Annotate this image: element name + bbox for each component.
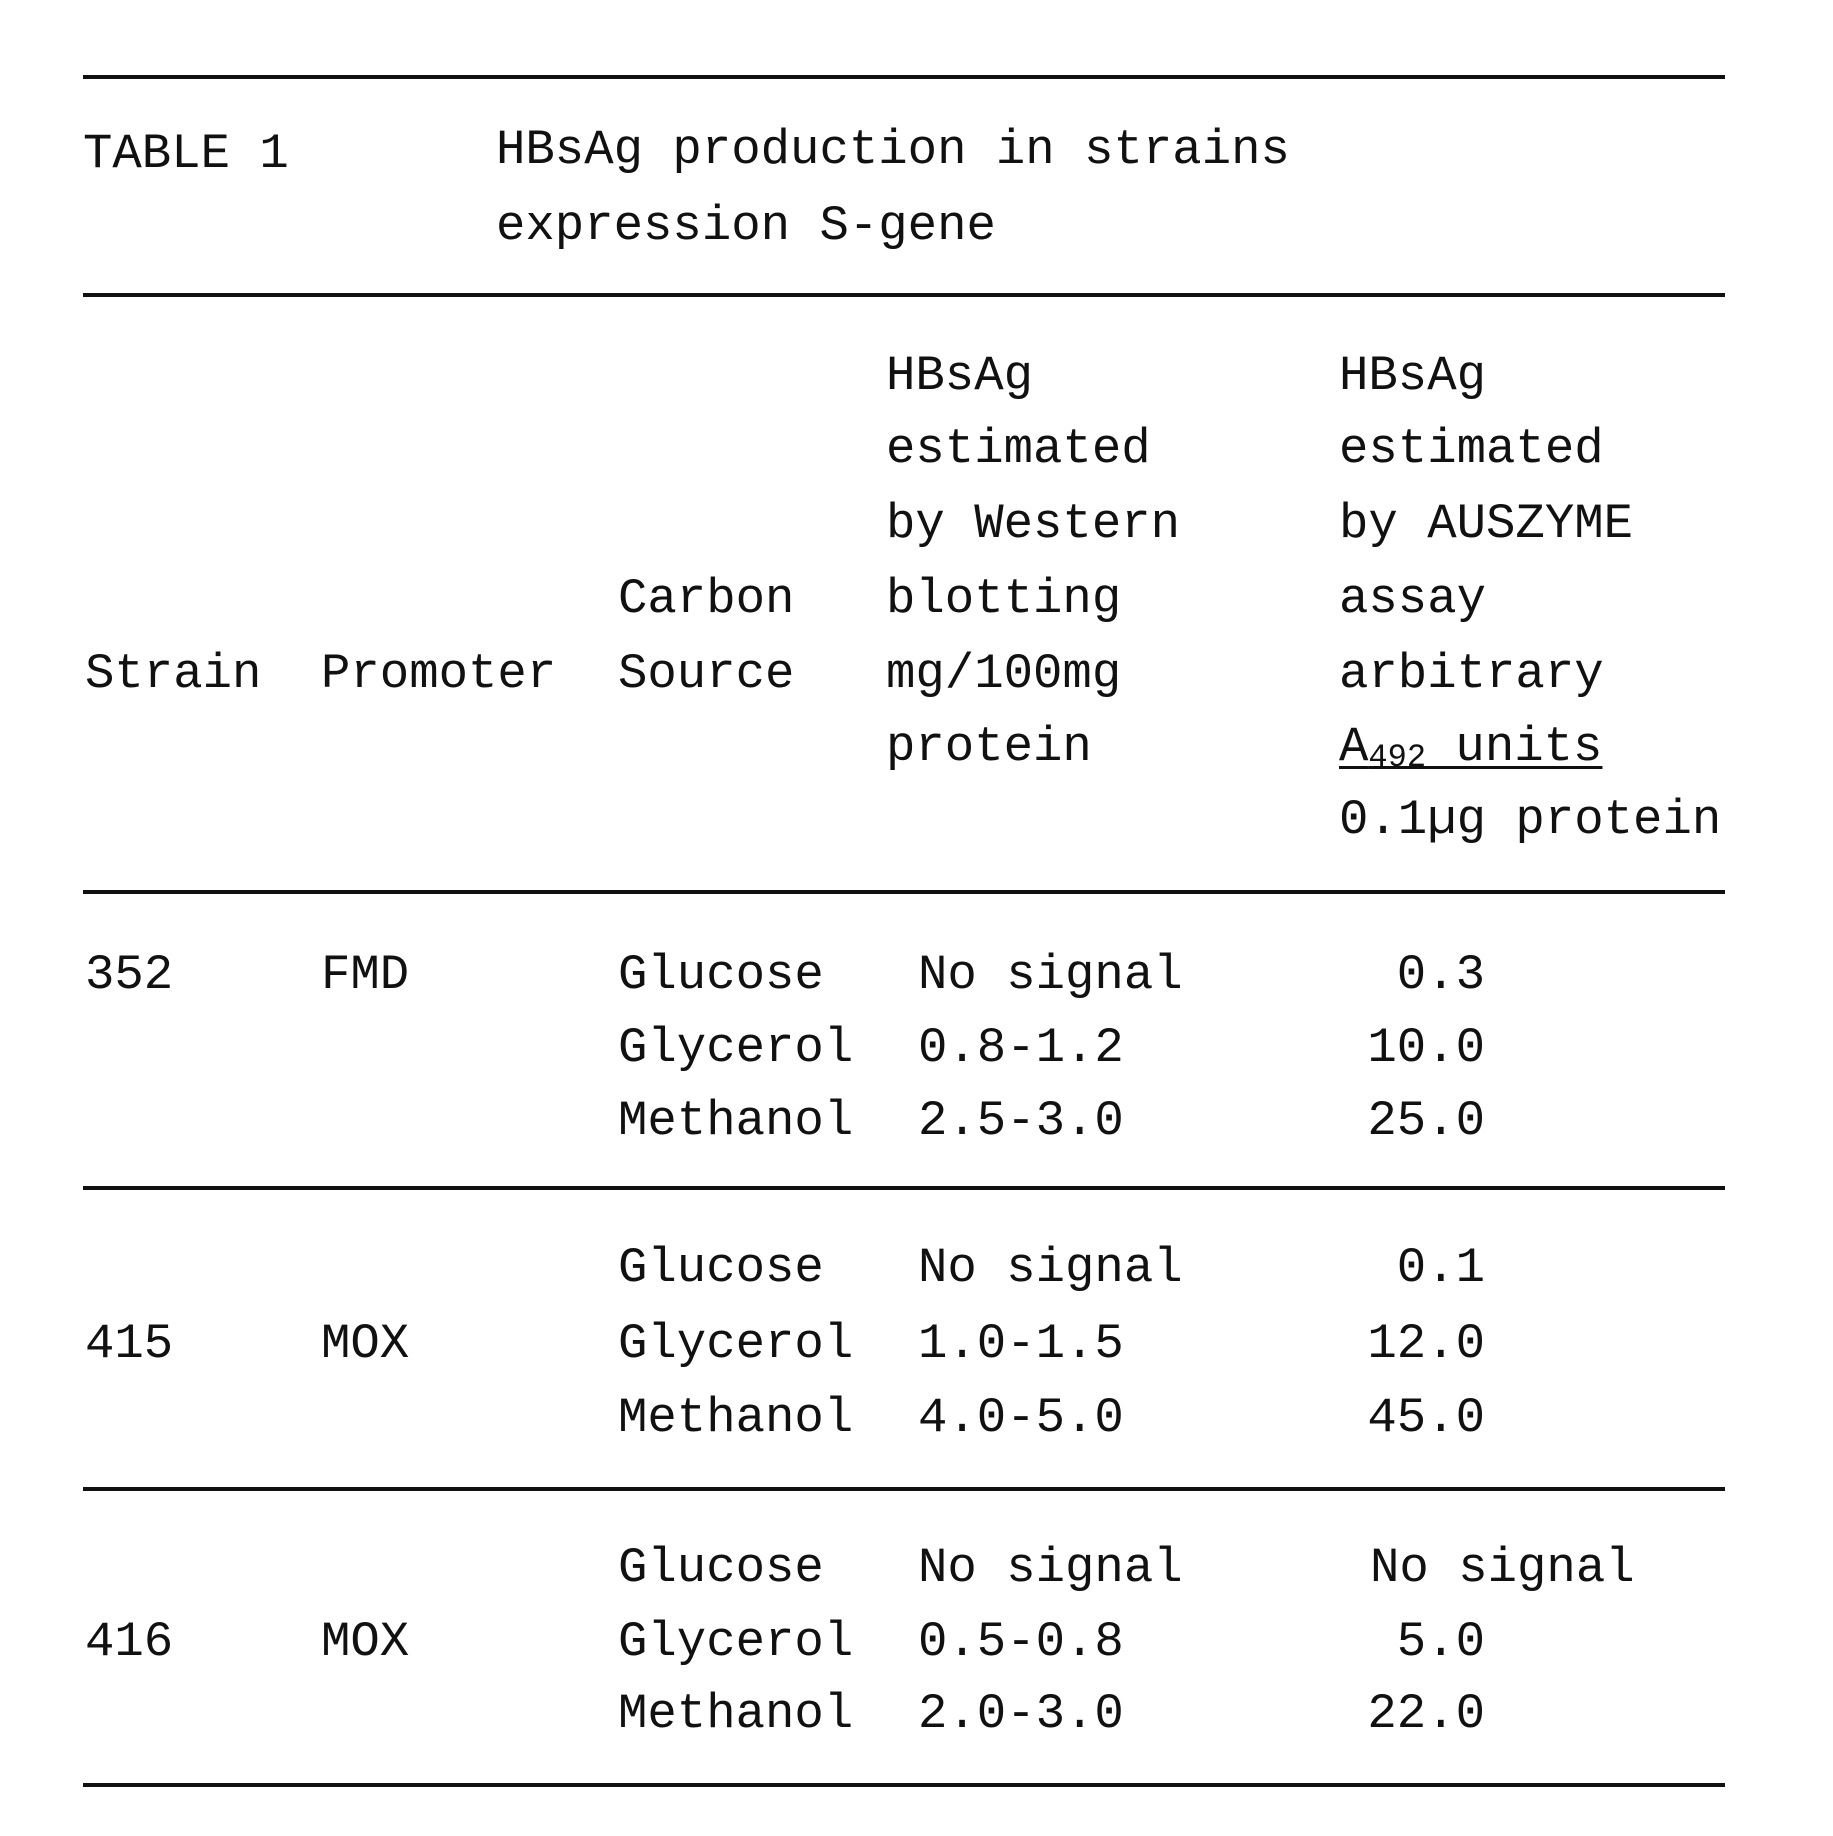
header-western-line: estimated [886, 419, 1151, 479]
header-carbon-2: Source [618, 644, 794, 704]
cell-auszyme: 12.0 [1185, 1314, 1485, 1374]
cell-auszyme: 25.0 [1185, 1091, 1485, 1151]
cell-western: No signal [918, 1538, 1183, 1598]
cell-western: 4.0-5.0 [918, 1388, 1124, 1448]
cell-carbon: Methanol [618, 1388, 853, 1448]
cell-western: No signal [918, 945, 1183, 1005]
cell-auszyme: No signal [1370, 1538, 1635, 1598]
cell-auszyme: 22.0 [1185, 1684, 1485, 1744]
table-title-line-2: expression S-gene [496, 196, 996, 256]
header-rule [83, 890, 1725, 894]
cell-western: 1.0-1.5 [918, 1314, 1124, 1374]
title-rule [83, 293, 1725, 297]
cell-carbon: Methanol [618, 1091, 853, 1151]
header-auszyme-units [1339, 717, 1602, 777]
cell-carbon: Glycerol [618, 1018, 853, 1078]
cell-carbon: Methanol [618, 1684, 853, 1744]
header-western-line: blotting [886, 569, 1121, 629]
header-western-line: protein [886, 717, 1092, 777]
cell-auszyme: 0.3 [1185, 945, 1485, 1005]
cell-carbon: Glycerol [618, 1314, 853, 1374]
cell-strain: 415 [85, 1314, 173, 1374]
header-promoter: Promoter [321, 644, 556, 704]
cell-carbon: Glucose [618, 945, 824, 1005]
cell-western: 0.5-0.8 [918, 1612, 1124, 1672]
cell-western: 2.0-3.0 [918, 1684, 1124, 1744]
units-sub: 492 [1368, 739, 1426, 776]
cell-auszyme: 5.0 [1185, 1612, 1485, 1672]
header-carbon-1: Carbon [618, 569, 794, 629]
cell-strain: 352 [85, 945, 173, 1005]
cell-auszyme: 0.1 [1185, 1238, 1485, 1298]
units-a: A [1339, 719, 1368, 775]
header-auszyme-last: 0.1µg protein [1339, 790, 1721, 850]
header-auszyme-line: assay [1339, 569, 1486, 629]
cell-carbon: Glycerol [618, 1612, 853, 1672]
group-rule [83, 1783, 1725, 1787]
header-auszyme-line: HBsAg [1339, 346, 1486, 406]
header-strain: Strain [85, 644, 261, 704]
cell-western: 2.5-3.0 [918, 1091, 1124, 1151]
cell-auszyme: 10.0 [1185, 1018, 1485, 1078]
cell-promoter: MOX [321, 1314, 409, 1374]
cell-auszyme: 45.0 [1185, 1388, 1485, 1448]
cell-carbon: Glucose [618, 1238, 824, 1298]
top-rule [83, 75, 1725, 79]
units-rest: units [1426, 719, 1602, 775]
cell-carbon: Glucose [618, 1538, 824, 1598]
header-western-line: mg/100mg [886, 644, 1121, 704]
header-western-line: by Western [886, 494, 1180, 554]
cell-western: 0.8-1.2 [918, 1018, 1124, 1078]
header-western-line: HBsAg [886, 346, 1033, 406]
cell-promoter: FMD [321, 945, 409, 1005]
header-auszyme-line: by AUSZYME [1339, 494, 1633, 554]
cell-promoter: MOX [321, 1612, 409, 1672]
cell-western: No signal [918, 1238, 1183, 1298]
header-auszyme-line: arbitrary [1339, 644, 1604, 704]
table-title-line-1: HBsAg production in strains [496, 120, 1290, 180]
group-rule [83, 1487, 1725, 1491]
cell-strain: 416 [85, 1612, 173, 1672]
table-label: TABLE 1 [83, 124, 289, 184]
header-auszyme-line: estimated [1339, 419, 1604, 479]
group-rule [83, 1186, 1725, 1190]
